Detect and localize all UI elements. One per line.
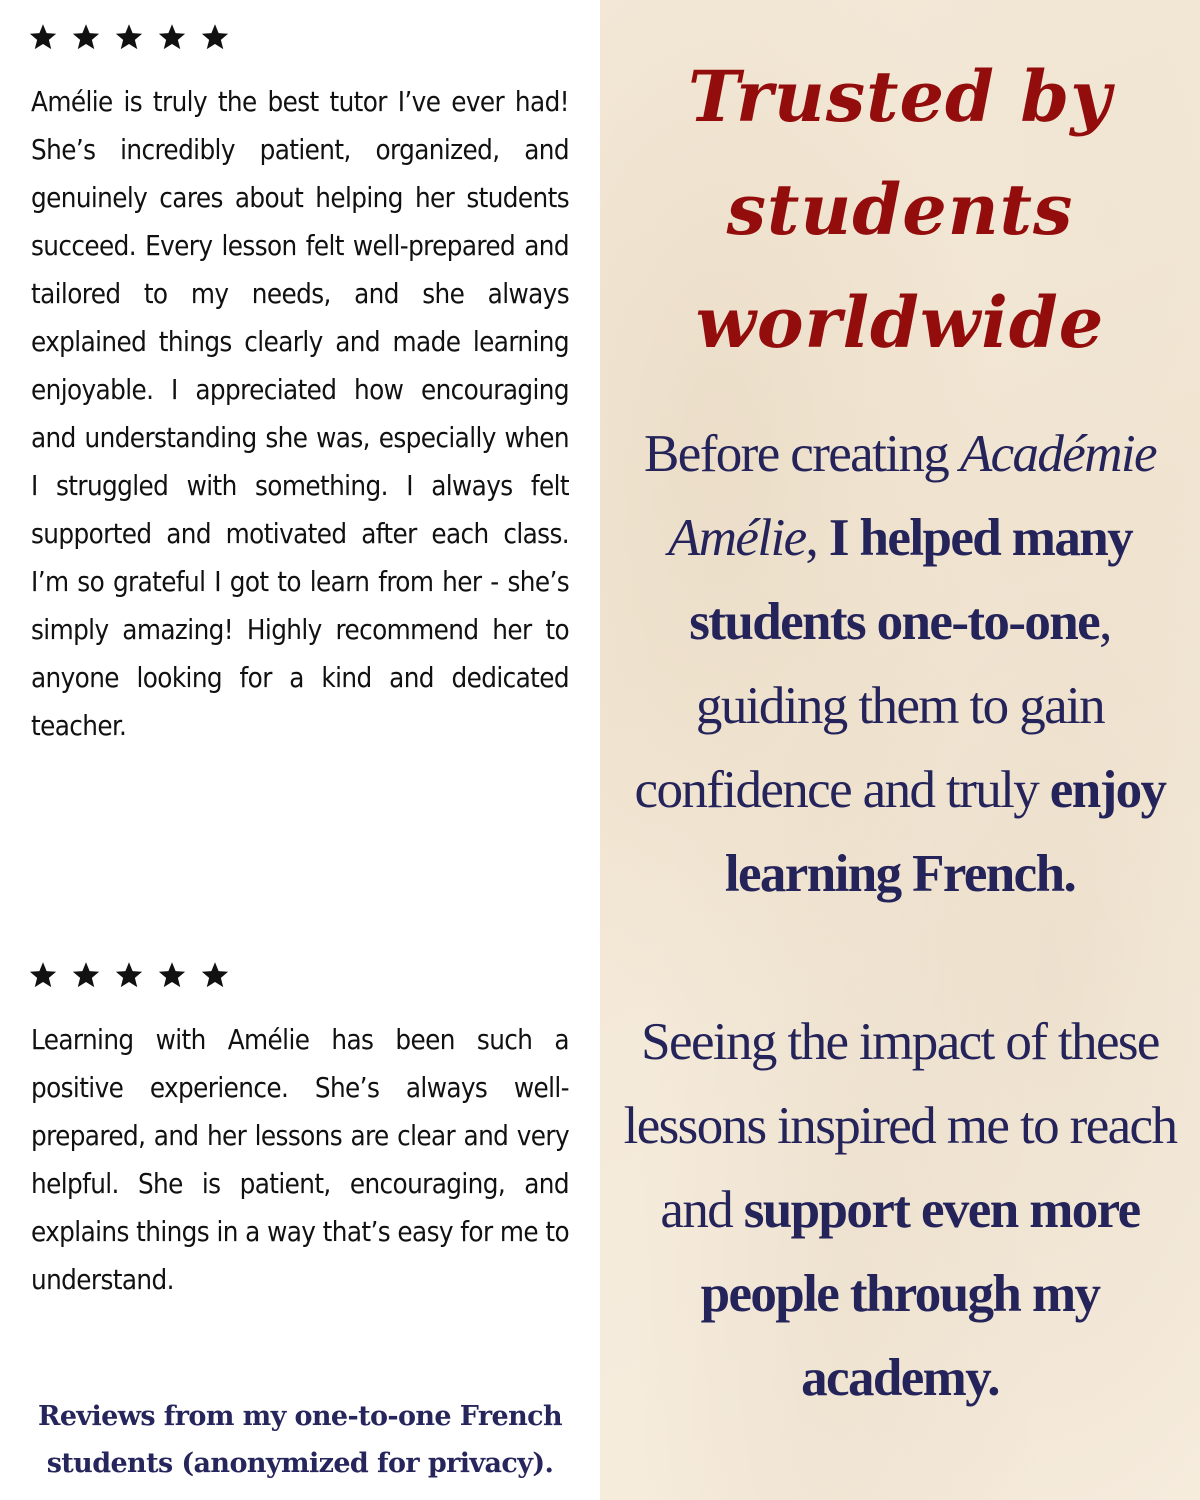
story-emphasis: I helped many students one-to-one <box>689 509 1133 651</box>
story-emphasis: enjoy learning French. <box>724 761 1166 903</box>
star-icon <box>108 20 149 54</box>
story-text: Before creating <box>644 425 960 483</box>
headline: Trusted by students worldwide <box>688 55 1112 364</box>
story-paragraph-2 <box>614 1000 1186 1420</box>
star-icon <box>22 958 63 992</box>
star-icon <box>22 20 63 54</box>
review-text-2: Learning with Amélie has been such a positive experience. She’s always well-prepared, and her lessons are clear and very helpful. She is patient, encouraging, and explains things in a way that’s easy for me to understand. <box>31 1024 569 1296</box>
rating-stars-review-2 <box>22 958 235 992</box>
star-icon <box>194 958 235 992</box>
story-paragraph-1 <box>614 412 1186 916</box>
star-icon <box>65 20 106 54</box>
rating-stars-review-1 <box>22 20 235 54</box>
story-panel <box>600 0 1200 1500</box>
story-text: , <box>805 509 829 567</box>
story-text: , guiding them to gain confidence and truly <box>634 593 1111 819</box>
story-emphasis: support even more people through my academy. <box>700 1181 1140 1407</box>
star-icon <box>151 20 192 54</box>
star-icon <box>151 958 192 992</box>
star-icon <box>65 958 106 992</box>
review-text-1: Amélie is truly the best tutor I’ve ever had! She’s incredibly patient, organized, and genuinely cares about helping her students succeed. Every lesson felt well-prepared and tailored to my needs, and she always explained things clearly and made learning enjoyable. I appreciated how encouraging and understanding she was, especially when I struggled with something. I always felt supported and motivated after each class. I’m so grateful I got to learn from her - she’s simply amazing! Highly recommend her to anyone looking for a kind and dedicated teacher. <box>31 86 569 742</box>
story-text: Seeing the impact of these lessons inspired me to reach and <box>623 1013 1177 1239</box>
academy-name: Académie Amélie <box>667 425 1156 567</box>
reviews-caption: Reviews from my one-to-one French students (anonymized for privacy). <box>38 1401 562 1479</box>
star-icon <box>108 958 149 992</box>
star-icon <box>194 20 235 54</box>
